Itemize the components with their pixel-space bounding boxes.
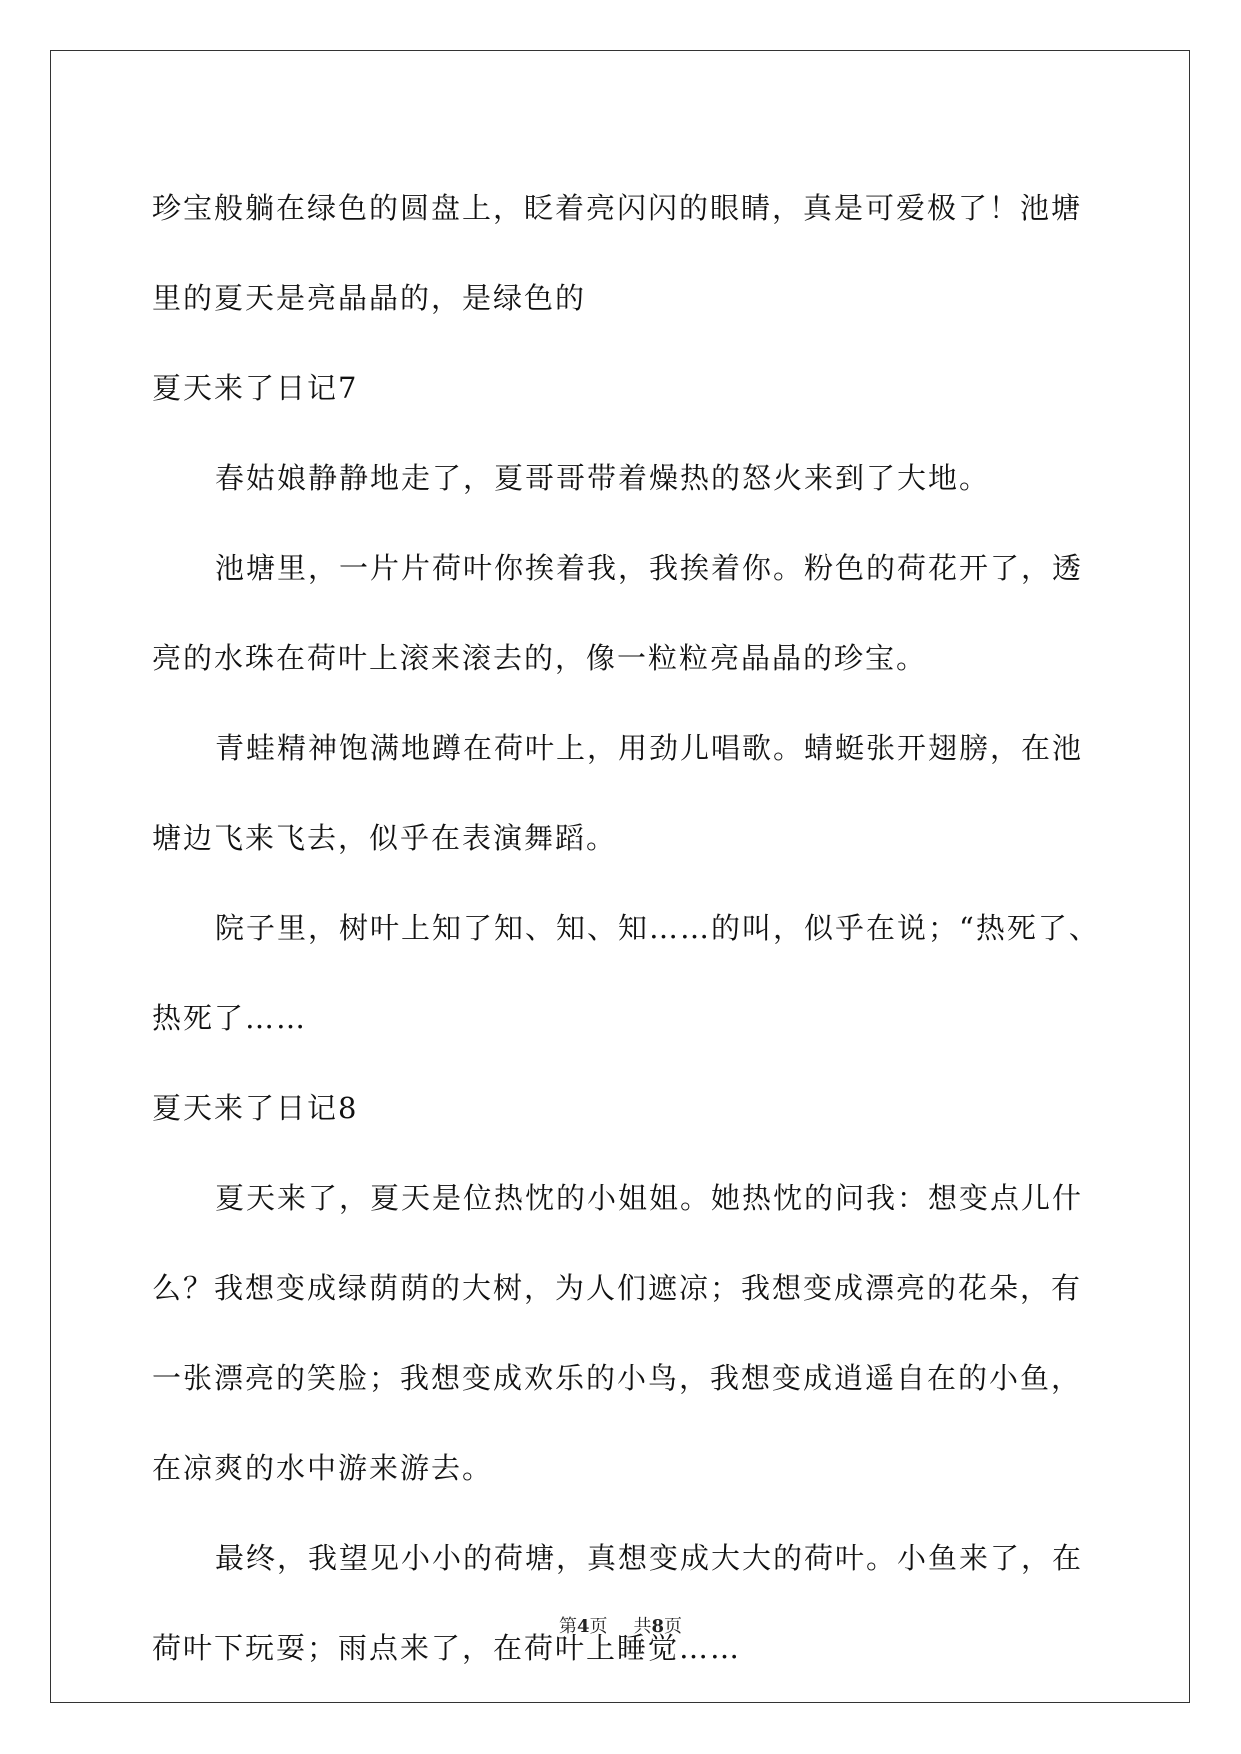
paragraph-line: 亮的水珠在荷叶上滚来滚去的，像一粒粒亮晶晶的珍宝。 bbox=[152, 641, 928, 675]
paragraph-line: 热死了…… bbox=[152, 1001, 308, 1035]
total-prefix: 共 bbox=[633, 1616, 652, 1637]
page-prefix: 第 bbox=[558, 1616, 577, 1637]
paragraph-line: 荷叶下玩耍；雨点来了，在荷叶上睡觉…… bbox=[152, 1631, 742, 1665]
paragraph-line: 在凉爽的水中游来游去。 bbox=[152, 1451, 494, 1485]
text-line-2: 里的夏天是亮晶晶的，是绿色的 bbox=[152, 281, 587, 315]
section-heading-diary-8: 夏天来了日记8 bbox=[152, 1091, 359, 1125]
paragraph-line: 院子里，树叶上知了知、知、知……的叫，似乎在说；“热死了、 bbox=[215, 911, 1100, 945]
section-heading-diary-7: 夏天来了日记7 bbox=[152, 371, 359, 405]
paragraph-line: 春姑娘静静地走了，夏哥哥带着燥热的怒火来到了大地。 bbox=[215, 461, 991, 495]
text-line-1: 珍宝般躺在绿色的圆盘上，眨着亮闪闪的眼睛，真是可爱极了！池塘 bbox=[152, 191, 1083, 225]
paragraph-line: 塘边飞来飞去，似乎在表演舞蹈。 bbox=[152, 821, 618, 855]
document-body bbox=[152, 163, 1100, 1693]
total-pages: 8 bbox=[651, 1616, 665, 1637]
page-footer bbox=[0, 1612, 1241, 1638]
page-unit: 页 bbox=[589, 1616, 608, 1637]
paragraph-line: 池塘里，一片片荷叶你挨着我，我挨着你。粉色的荷花开了，透 bbox=[215, 551, 1084, 585]
paragraph-line: 夏天来了，夏天是位热忱的小姐姐。她热忱的问我：想变点儿什 bbox=[215, 1181, 1084, 1215]
paragraph-line: 青蛙精神饱满地蹲在荷叶上，用劲儿唱歌。蜻蜓张开翅膀，在池 bbox=[215, 731, 1084, 765]
paragraph-line: 最终，我望见小小的荷塘，真想变成大大的荷叶。小鱼来了，在 bbox=[215, 1541, 1084, 1575]
page-number: 4 bbox=[576, 1616, 590, 1637]
paragraph-line: 一张漂亮的笑脸；我想变成欢乐的小鸟，我想变成逍遥自在的小鱼， bbox=[152, 1361, 1083, 1395]
total-unit: 页 bbox=[664, 1616, 683, 1637]
paragraph-line: 么？我想变成绿荫荫的大树，为人们遮凉；我想变成漂亮的花朵，有 bbox=[152, 1271, 1083, 1305]
